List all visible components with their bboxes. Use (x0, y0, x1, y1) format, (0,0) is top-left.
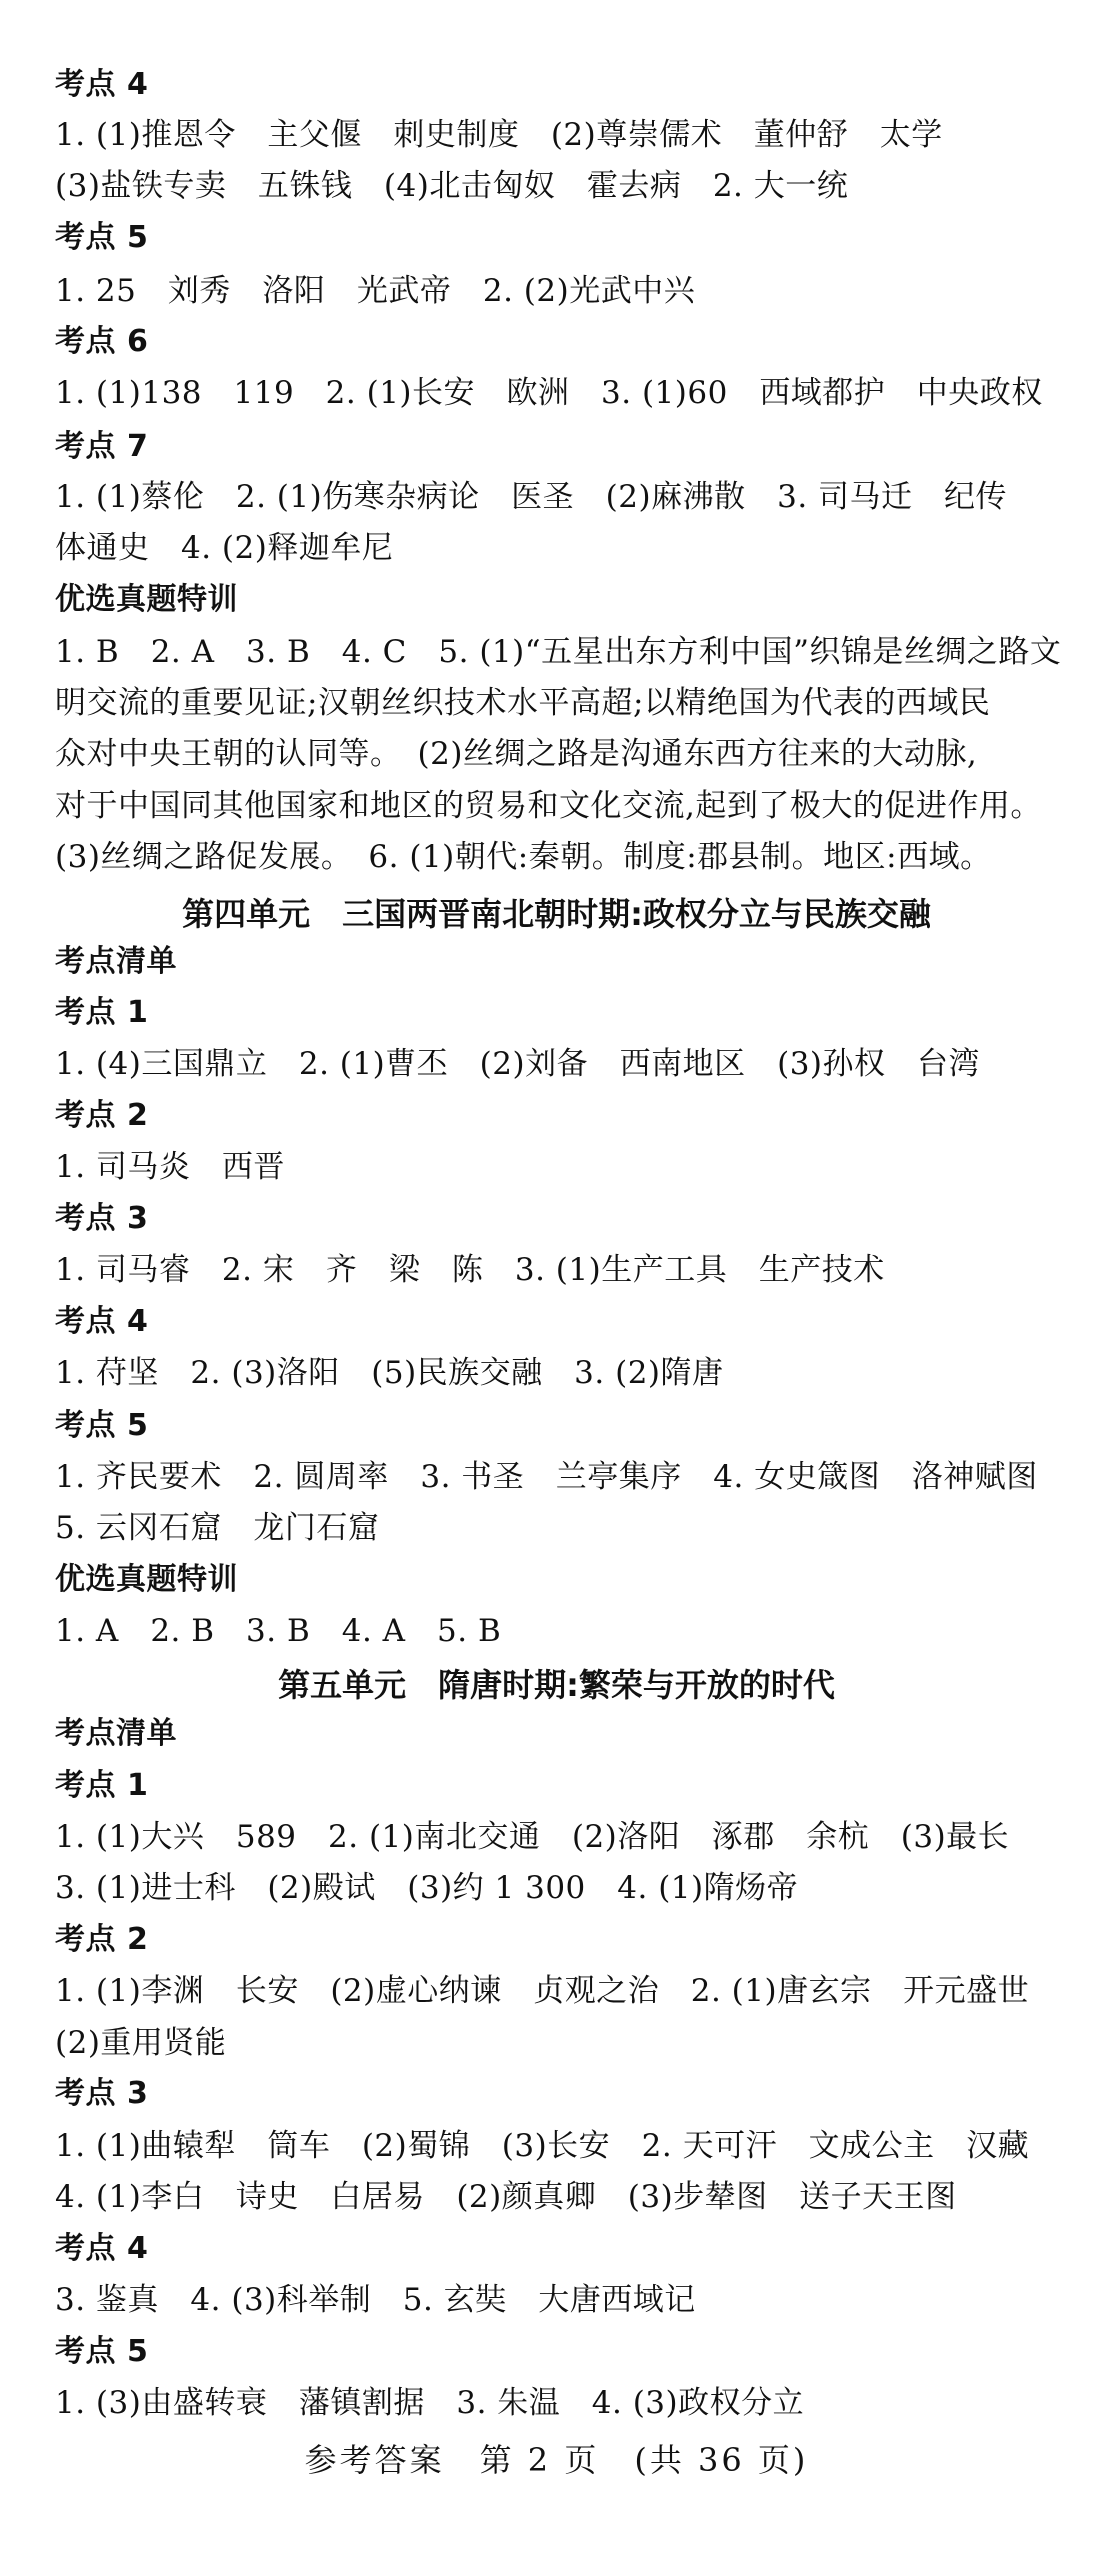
answer-line: 4. (1)李白 诗史 白居易 (2)颜真卿 (3)步辇图 送子天王图 (55, 2179, 957, 2215)
page-footer: 参考答案 第 2 页 (共 36 页) (304, 2441, 809, 2479)
section-heading: 优选真题特训 (55, 1562, 238, 1597)
section-heading: 考点 4 (55, 2231, 149, 2266)
answer-line: 1. (4)三国鼎立 2. (1)曹丕 (2)刘备 西南地区 (3)孙权 台湾 (55, 1046, 981, 1082)
answer-line: 1. 司马睿 2. 宋 齐 梁 陈 3. (1)生产工具 生产技术 (55, 1252, 885, 1288)
answer-line: 1. (1)李渊 长安 (2)虚心纳谏 贞观之治 2. (1)唐玄宗 开元盛世 (55, 1973, 1030, 2009)
section-heading: 考点 4 (55, 67, 149, 102)
section-heading: 考点 5 (55, 1408, 149, 1443)
unit-title: 第五单元 隋唐时期:繁荣与开放的时代 (278, 1666, 835, 1704)
answer-line: 1. (1)大兴 589 2. (1)南北交通 (2)洛阳 涿郡 余杭 (3)最长 (55, 1819, 1010, 1855)
answer-line: (2)重用贤能 (55, 2025, 227, 2061)
answer-line: 1. (3)由盛转衰 藩镇割据 3. 朱温 4. (3)政权分立 (55, 2385, 805, 2421)
answer-line: 3. (1)进士科 (2)殿试 (3)约 1 300 4. (1)隋炀帝 (55, 1870, 799, 1906)
answer-line: 1. (1)推恩令 主父偃 刺史制度 (2)尊崇儒术 董仲舒 太学 (55, 117, 943, 153)
answer-line: 明交流的重要见证;汉朝丝织技术水平高超;以精绝国为代表的西域民 (55, 685, 991, 721)
answer-line: 1. (1)曲辕犁 筒车 (2)蜀锦 (3)长安 2. 天可汗 文成公主 汉藏 (55, 2128, 1030, 2164)
answer-line: 1. (1)138 119 2. (1)长安 欧洲 3. (1)60 西域都护 中央政权 (55, 375, 1043, 411)
answer-line: 1. A 2. B 3. B 4. A 5. B (55, 1613, 502, 1649)
answer-line: 5. 云冈石窟 龙门石窟 (55, 1510, 380, 1546)
answer-line: 1. 25 刘秀 洛阳 光武帝 2. (2)光武中兴 (55, 273, 696, 309)
answer-line: (3)丝绸之路促发展。 6. (1)朝代:秦朝。制度:郡县制。地区:西域。 (55, 839, 992, 875)
section-heading: 考点 3 (55, 1201, 149, 1236)
answer-line: 众对中央王朝的认同等。 (2)丝绸之路是沟通东西方往来的大动脉, (55, 736, 978, 772)
answer-line: 1. 苻坚 2. (3)洛阳 (5)民族交融 3. (2)隋唐 (55, 1355, 724, 1391)
section-heading: 考点清单 (55, 1716, 177, 1751)
section-heading: 考点 5 (55, 220, 149, 255)
section-heading: 考点 2 (55, 1098, 149, 1133)
answer-line: 3. 鉴真 4. (3)科举制 5. 玄奘 大唐西域记 (55, 2282, 696, 2318)
section-heading: 考点 7 (55, 429, 149, 464)
unit-title: 第四单元 三国两晋南北朝时期:政权分立与民族交融 (182, 895, 931, 933)
answer-line: 对于中国同其他国家和地区的贸易和文化交流,起到了极大的促进作用。 (55, 788, 1042, 824)
section-heading: 考点 5 (55, 2334, 149, 2369)
answer-line: 1. 齐民要术 2. 圆周率 3. 书圣 兰亭集序 4. 女史箴图 洛神赋图 (55, 1459, 1038, 1495)
answer-line: 体通史 4. (2)释迦牟尼 (55, 530, 394, 566)
answer-line: 1. (1)蔡伦 2. (1)伤寒杂病论 医圣 (2)麻沸散 3. 司马迁 纪传 (55, 479, 1008, 515)
section-heading: 优选真题特训 (55, 582, 238, 617)
section-heading: 考点清单 (55, 944, 177, 979)
section-heading: 考点 4 (55, 1304, 149, 1339)
answer-line: (3)盐铁专卖 五铢钱 (4)北击匈奴 霍去病 2. 大一统 (55, 168, 849, 204)
section-heading: 考点 6 (55, 324, 149, 359)
section-heading: 考点 2 (55, 1922, 149, 1957)
section-heading: 考点 1 (55, 1768, 149, 1803)
answer-line: 1. B 2. A 3. B 4. C 5. (1)“五星出东方利中国”织锦是丝绸之路文 (55, 634, 1062, 670)
answer-line: 1. 司马炎 西晋 (55, 1149, 285, 1185)
section-heading: 考点 1 (55, 995, 149, 1030)
section-heading: 考点 3 (55, 2076, 149, 2111)
